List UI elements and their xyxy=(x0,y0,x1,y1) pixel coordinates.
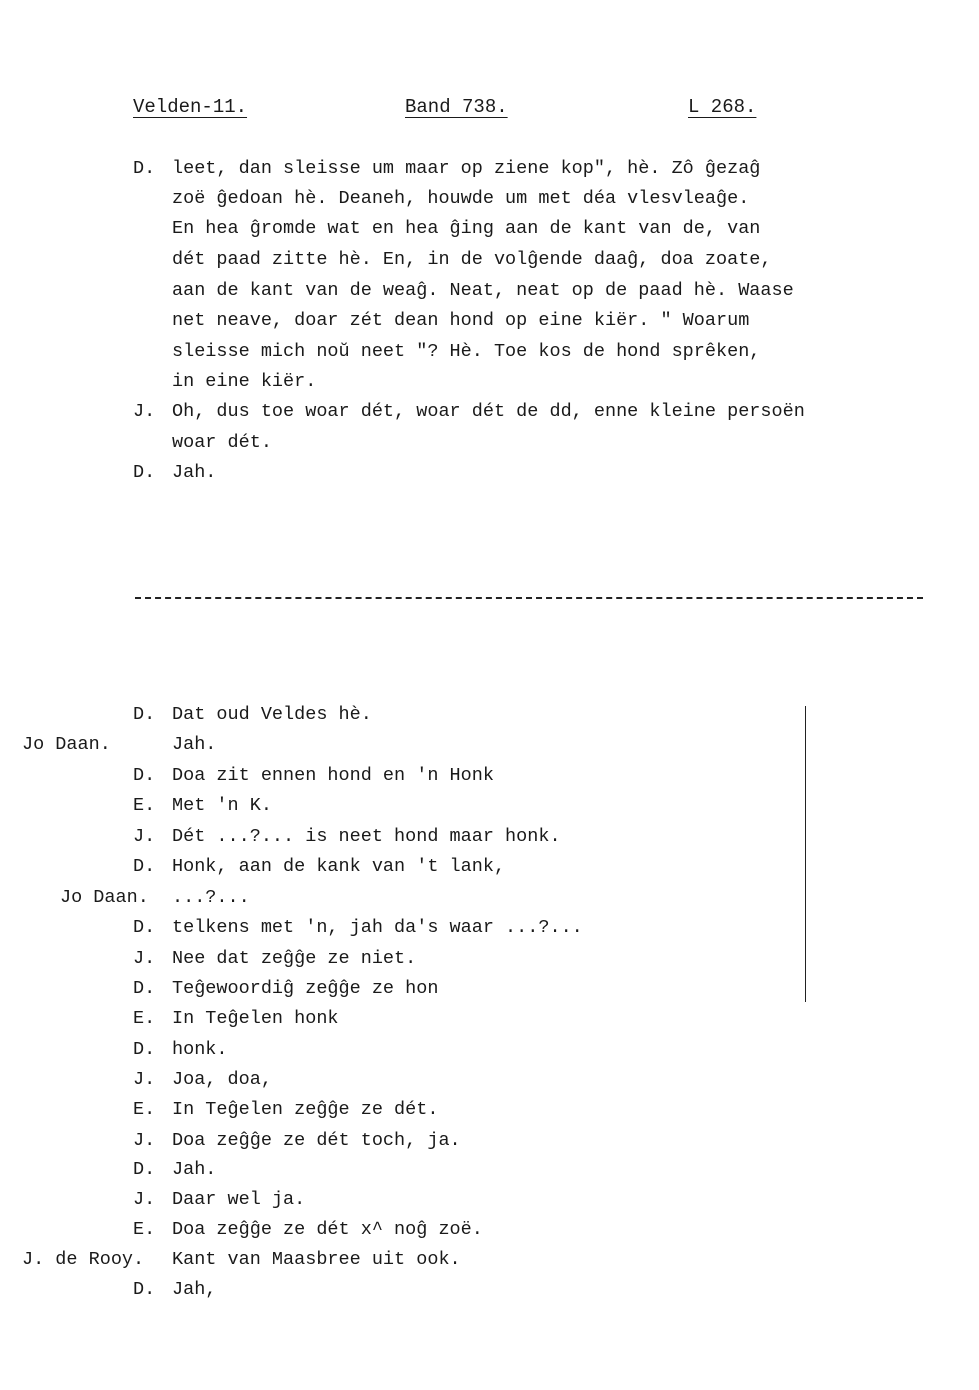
part2-speaker: J. xyxy=(133,1069,156,1090)
part2-text: Dat oud Veldes hè. xyxy=(172,704,372,725)
part2-speaker: D. xyxy=(133,917,156,938)
part2-speaker: D. xyxy=(133,1039,156,1060)
part2-speaker: J. xyxy=(133,948,156,969)
part2-prefix-speaker: Jo Daan. xyxy=(60,887,149,908)
part2-speaker: D. xyxy=(133,1159,156,1180)
part2-speaker: J. xyxy=(133,1130,156,1151)
part2-speaker: J. xyxy=(133,1189,156,1210)
part2-speaker: J. xyxy=(133,826,156,847)
part2-text: Doa zit ennen hond en 'n Honk xyxy=(172,765,494,786)
part2-text: Jah, xyxy=(172,1279,217,1300)
part2-speaker: D. xyxy=(133,765,156,786)
header-page-number: L 268. xyxy=(688,96,757,118)
part1-speaker: D. xyxy=(133,158,156,179)
part2-speaker: E. xyxy=(133,795,156,816)
header-location: Velden-11. xyxy=(133,96,248,118)
part2-text: Teĝewoordiĝ zeĝĝe ze hon xyxy=(172,978,439,999)
part1-text: dét paad zitte hè. En, in de volĝende daaĝ, doa zoate, xyxy=(172,249,772,270)
part1-speaker: D. xyxy=(133,462,156,483)
part2-text: ...?... xyxy=(172,887,250,908)
part2-text: Doa zeĝĝe ze dét toch, ja. xyxy=(172,1130,461,1151)
part1-speaker: J. xyxy=(133,401,156,422)
part2-text: Jah. xyxy=(172,734,217,755)
part2-prefix-speaker: J. de Rooy. xyxy=(22,1249,145,1270)
part2-text: In Teĝelen honk xyxy=(172,1008,339,1029)
part1-text: sleisse mich noŭ neet "? Hè. Toe kos de hond sprêken, xyxy=(172,341,761,362)
part2-text: Met 'n K. xyxy=(172,795,272,816)
part2-text: telkens met 'n, jah da's waar ...?... xyxy=(172,917,583,938)
part1-text: woar dét. xyxy=(172,432,272,453)
part1-text: Oh, dus toe woar dét, woar dét de dd, enne kleine persoën xyxy=(172,401,805,422)
part1-text: leet, dan sleisse um maar op ziene kop", hè. Zô ĝezaĝ xyxy=(172,158,761,179)
part2-text: Nee dat zeĝĝe ze niet. xyxy=(172,948,417,969)
part2-text: Doa zeĝĝe ze dét x^ noĝ zoë. xyxy=(172,1219,483,1240)
part2-prefix-speaker: Jo Daan. xyxy=(22,734,111,755)
part2-text: In Teĝelen zeĝĝe ze dét. xyxy=(172,1099,439,1120)
part1-text: net neave, doar zét dean hond op eine kiër. " Woarum xyxy=(172,310,750,331)
part2-text: honk. xyxy=(172,1039,228,1060)
part1-text: zoë ĝedoan hè. Deaneh, houwde um met déa vlesvleaĝe. xyxy=(172,188,750,209)
dashed-divider xyxy=(135,597,923,599)
part2-text: Kant van Maasbree uit ook. xyxy=(172,1249,461,1270)
part2-text: Dét ...?... is neet hond maar honk. xyxy=(172,826,561,847)
part2-speaker: E. xyxy=(133,1219,156,1240)
part1-text: aan de kant van de weaĝ. Neat, neat op de paad hè. Waase xyxy=(172,280,794,301)
part2-text: Daar wel ja. xyxy=(172,1189,306,1210)
part2-text: Honk, aan de kank van 't lank, xyxy=(172,856,506,877)
part2-text: Jah. xyxy=(172,1159,217,1180)
part2-speaker: D. xyxy=(133,704,156,725)
part1-text: En hea ĝromde wat en hea ĝing aan de kant van de, van xyxy=(172,218,761,239)
part2-text: Joa, doa, xyxy=(172,1069,272,1090)
part2-speaker: E. xyxy=(133,1008,156,1029)
margin-vertical-line xyxy=(805,706,806,1002)
part2-speaker: D. xyxy=(133,856,156,877)
part1-text: in eine kiër. xyxy=(172,371,317,392)
header-band: Band 738. xyxy=(405,96,508,118)
part2-speaker: D. xyxy=(133,978,156,999)
part2-speaker: E. xyxy=(133,1099,156,1120)
part1-text: Jah. xyxy=(172,462,217,483)
part2-speaker: D. xyxy=(133,1279,156,1300)
